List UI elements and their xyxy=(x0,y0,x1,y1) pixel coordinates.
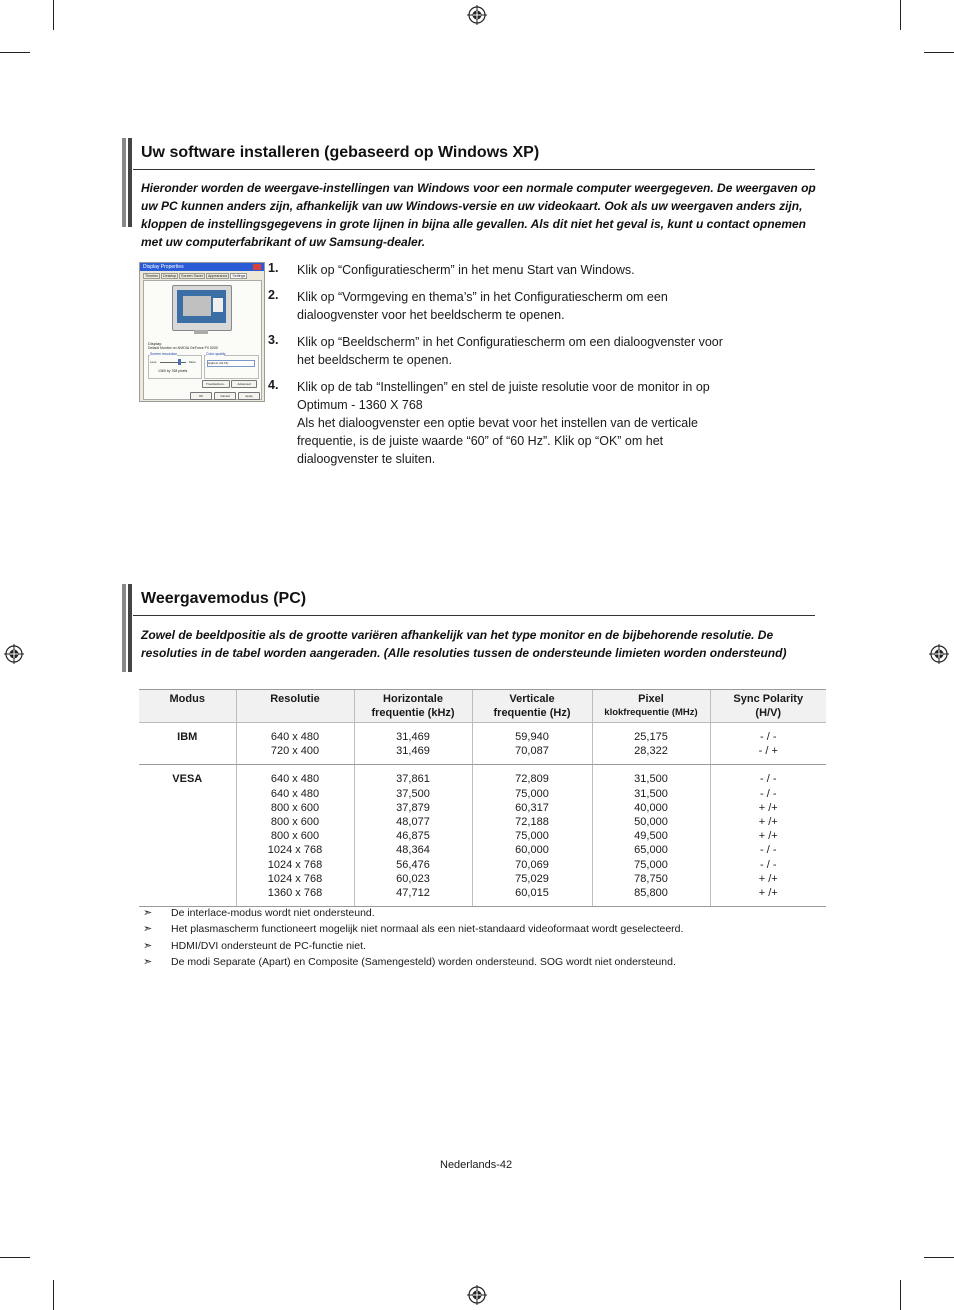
column-header-line: Pixel xyxy=(638,693,664,705)
note-item xyxy=(143,906,375,919)
step-text: Klik op “Configuratiescherm” in het menu Start van Windows. xyxy=(297,263,635,277)
table-cell-vfreq xyxy=(472,765,592,907)
screenshot-more-label: More xyxy=(189,360,196,364)
column-header-line: Sync Polarity xyxy=(733,693,804,705)
cell-value: 46,875 xyxy=(396,830,430,843)
section-title: Uw software installeren (gebaseerd op Windows XP) xyxy=(141,144,540,161)
table-cell-mode: VESA xyxy=(139,765,236,907)
cell-value: 85,800 xyxy=(634,887,668,900)
note-item xyxy=(143,939,366,952)
screenshot-window-title: Display Properties xyxy=(143,264,184,270)
table-cell-sync xyxy=(710,765,826,907)
note-text: Het plasmascherm functioneert mogelijk niet normaal als een niet-standaard videoformaat wordt geselecteerd. xyxy=(171,923,684,935)
monitor-icon xyxy=(172,285,232,331)
screenshot-advanced-button: Advanced xyxy=(231,380,257,388)
column-header-line: Modus xyxy=(169,693,205,705)
section-intro: Hieronder worden de weergave-instellingen van Windows voor een normale computer weergegeven. De weergaven op uw PC kunnen anders zijn, afhankelijk van uw Windows-versie en uw videokaart. Ook als uw weergaven anders zijn, kloppen de instellingsgegevens in grote lijnen in bijna alle gevallen. Als dit niet het geval is, kunt u contact opnemen met uw computerfabrikant of uw Samsung-dealer. xyxy=(141,181,816,249)
screenshot-quality-label: Color quality xyxy=(206,352,226,356)
screenshot-resolution-slider xyxy=(160,362,186,363)
crop-mark xyxy=(924,52,954,53)
screenshot-troubleshoot-button: Troubleshoot... xyxy=(202,380,230,388)
cell-value: 31,500 xyxy=(634,787,668,800)
crop-mark xyxy=(924,1257,954,1258)
arrow-icon: ➣ xyxy=(143,940,153,952)
column-header xyxy=(710,690,826,723)
cell-value: 28,322 xyxy=(634,745,668,758)
cell-value: 37,500 xyxy=(396,787,430,800)
cell-value: 31,469 xyxy=(396,745,430,758)
column-header-line: Horizontale xyxy=(383,693,443,705)
note-text: De modi Separate (Apart) en Composite (Samengesteld) worden ondersteund. SOG wordt niet ondersteund. xyxy=(171,956,676,968)
cell-value: 60,317 xyxy=(515,801,549,814)
section-marker-bar xyxy=(122,584,132,672)
cell-value: 1024 x 768 xyxy=(267,858,323,871)
screenshot-tabs xyxy=(143,273,263,280)
cell-value: + /+ xyxy=(758,830,778,843)
section-divider xyxy=(133,169,815,170)
column-header-line: frequentie (kHz) xyxy=(371,707,455,719)
column-header-line: Resolutie xyxy=(270,693,320,705)
step-text: Klik op “Vormgeving en thema’s” in het Configuratiescherm om een dialoogvenster voor het beeldscherm te openen. xyxy=(297,290,668,322)
cell-value: 70,069 xyxy=(515,858,549,871)
step-text: Klik op “Beeldscherm” in het Configuratiescherm om een dialoogvenster voor het beeldscherm te openen. xyxy=(297,335,723,367)
page-number: Nederlands-42 xyxy=(440,1159,513,1171)
cell-value: - / - xyxy=(760,773,777,786)
table-row xyxy=(139,765,826,907)
cell-value: 75,000 xyxy=(515,787,549,800)
cell-value: 78,750 xyxy=(634,872,668,885)
cell-value: 37,879 xyxy=(396,801,430,814)
cell-value: 720 x 400 xyxy=(270,745,320,758)
cell-value: 48,364 xyxy=(396,844,430,857)
screenshot-cancel-button: Cancel xyxy=(214,392,236,400)
cell-value: 60,015 xyxy=(515,887,549,900)
cell-value: + /+ xyxy=(758,887,778,900)
table-cell-mode: IBM xyxy=(139,723,236,765)
cell-value: 48,077 xyxy=(396,816,430,829)
cell-value: 72,809 xyxy=(515,773,549,786)
column-header-line: klokfrequentie (MHz) xyxy=(604,707,698,718)
cell-value: 37,861 xyxy=(396,773,430,786)
column-header xyxy=(139,690,236,723)
table-cell-pixel xyxy=(592,723,710,765)
screenshot-apply-button: Apply xyxy=(238,392,260,400)
cell-value: + /+ xyxy=(758,816,778,829)
step-text-continued: Als het dialoogvenster een optie bevat voor het instellen van de verticale frequentie, is de juiste waarde “60” of “60 Hz”. Klik op “OK” om het dialoogvenster te sluiten. xyxy=(297,416,698,466)
cell-value: 1024 x 768 xyxy=(267,872,323,885)
table-cell-resolution xyxy=(236,765,354,907)
table-header-row xyxy=(139,690,826,723)
registration-mark-icon xyxy=(467,5,487,25)
cell-value: - / - xyxy=(760,844,777,857)
step-number: 1. xyxy=(268,261,279,275)
cell-value: 47,712 xyxy=(396,887,430,900)
table-cell-sync xyxy=(710,723,826,765)
cell-value: 800 x 600 xyxy=(270,801,320,814)
screenshot-tab: Screen Saver xyxy=(181,274,203,278)
column-header-line: (H/V) xyxy=(755,707,782,719)
column-header xyxy=(592,690,710,723)
crop-mark xyxy=(900,0,901,30)
screenshot-resolution-label: Screen resolution xyxy=(150,352,178,356)
cell-value: 640 x 480 xyxy=(270,773,320,786)
crop-mark xyxy=(53,1280,54,1310)
cell-value: 31,469 xyxy=(396,731,430,743)
screenshot-tab: Desktop xyxy=(162,274,177,278)
note-item xyxy=(143,922,683,935)
arrow-icon: ➣ xyxy=(143,907,153,919)
step-text: Klik op de tab “Instellingen” en stel de juiste resolutie voor de monitor in op Optimum - 1360 X 768 xyxy=(297,380,710,412)
section-marker-bar xyxy=(122,138,132,227)
cell-value: 70,087 xyxy=(515,745,549,758)
cell-value: 75,029 xyxy=(515,872,549,885)
column-header xyxy=(472,690,592,723)
cell-value: - / - xyxy=(760,787,777,800)
cell-value: 75,000 xyxy=(634,858,668,871)
table-row xyxy=(139,723,826,765)
cell-value: 640 x 480 xyxy=(270,731,320,743)
cell-value: 640 x 480 xyxy=(270,787,320,800)
cell-value: 50,000 xyxy=(634,816,668,829)
display-properties-screenshot xyxy=(139,262,265,402)
column-header-line: Verticale xyxy=(509,693,555,705)
screenshot-ok-button: OK xyxy=(190,392,212,400)
step-number: 3. xyxy=(268,333,279,347)
cell-value: 60,023 xyxy=(396,872,430,885)
registration-mark-icon xyxy=(467,1285,487,1305)
screenshot-tab: Appearance xyxy=(207,274,228,278)
note-item xyxy=(143,955,676,968)
screenshot-less-label: Less xyxy=(150,360,157,364)
crop-mark xyxy=(900,1280,901,1310)
cell-value: - / - xyxy=(760,858,777,871)
cell-value: 72,188 xyxy=(515,816,549,829)
arrow-icon: ➣ xyxy=(143,956,153,968)
column-header xyxy=(354,690,472,723)
cell-value: 800 x 600 xyxy=(270,816,320,829)
note-text: De interlace-modus wordt niet ondersteund. xyxy=(171,907,375,919)
cell-value: 25,175 xyxy=(634,731,668,743)
crop-mark xyxy=(0,1257,30,1258)
table-cell-pixel xyxy=(592,765,710,907)
cell-value: 75,000 xyxy=(515,830,549,843)
table-cell-hfreq xyxy=(354,765,472,907)
registration-mark-icon xyxy=(4,644,24,664)
section-divider xyxy=(133,615,815,616)
cell-value: 56,476 xyxy=(396,858,430,871)
note-text: HDMI/DVI ondersteunt de PC-functie niet. xyxy=(171,940,366,952)
cell-value: 59,940 xyxy=(515,731,549,743)
arrow-icon: ➣ xyxy=(143,923,153,935)
cell-value: 60,000 xyxy=(515,844,549,857)
screenshot-tab: Settings xyxy=(232,274,246,278)
screenshot-tab: Themes xyxy=(145,274,158,278)
cell-value: 800 x 600 xyxy=(270,830,320,843)
section-title: Weergavemodus (PC) xyxy=(141,590,307,607)
cell-value: - / - xyxy=(760,731,777,743)
crop-mark xyxy=(0,52,30,53)
step-number: 4. xyxy=(268,378,279,392)
cell-value: 40,000 xyxy=(634,801,668,814)
table-cell-hfreq xyxy=(354,723,472,765)
column-header xyxy=(236,690,354,723)
step-number: 2. xyxy=(268,288,279,302)
section-intro: Zowel de beeldpositie als de grootte variëren afhankelijk van het type monitor en de bijbehorende resolutie. De resoluties in de tabel worden aangeraden. (Alle resoluties tussen de ondersteunde limieten worden ondersteund) xyxy=(141,628,787,660)
screenshot-display-value: Default Monitor on NVIDIA GeForce FX 5200 xyxy=(148,346,218,350)
cell-value: + /+ xyxy=(758,801,778,814)
cell-value: 65,000 xyxy=(634,844,668,857)
column-header-line: frequentie (Hz) xyxy=(493,707,571,719)
cell-value: 1360 x 768 xyxy=(267,887,323,900)
screenshot-resolution-value: 1360 by 768 pixels xyxy=(158,369,188,373)
cell-value: 49,500 xyxy=(634,830,668,843)
crop-mark xyxy=(53,0,54,30)
cell-value: + /+ xyxy=(758,872,778,885)
cell-value: 31,500 xyxy=(634,773,668,786)
table-cell-vfreq xyxy=(472,723,592,765)
screenshot-quality-select: Highest (32 bit) xyxy=(207,360,255,367)
table-cell-resolution xyxy=(236,723,354,765)
cell-value: 1024 x 768 xyxy=(267,844,323,857)
display-modes-table xyxy=(139,689,826,907)
cell-value: - / + xyxy=(758,745,778,758)
screenshot-display-label: Display: xyxy=(148,341,163,346)
registration-mark-icon xyxy=(929,644,949,664)
